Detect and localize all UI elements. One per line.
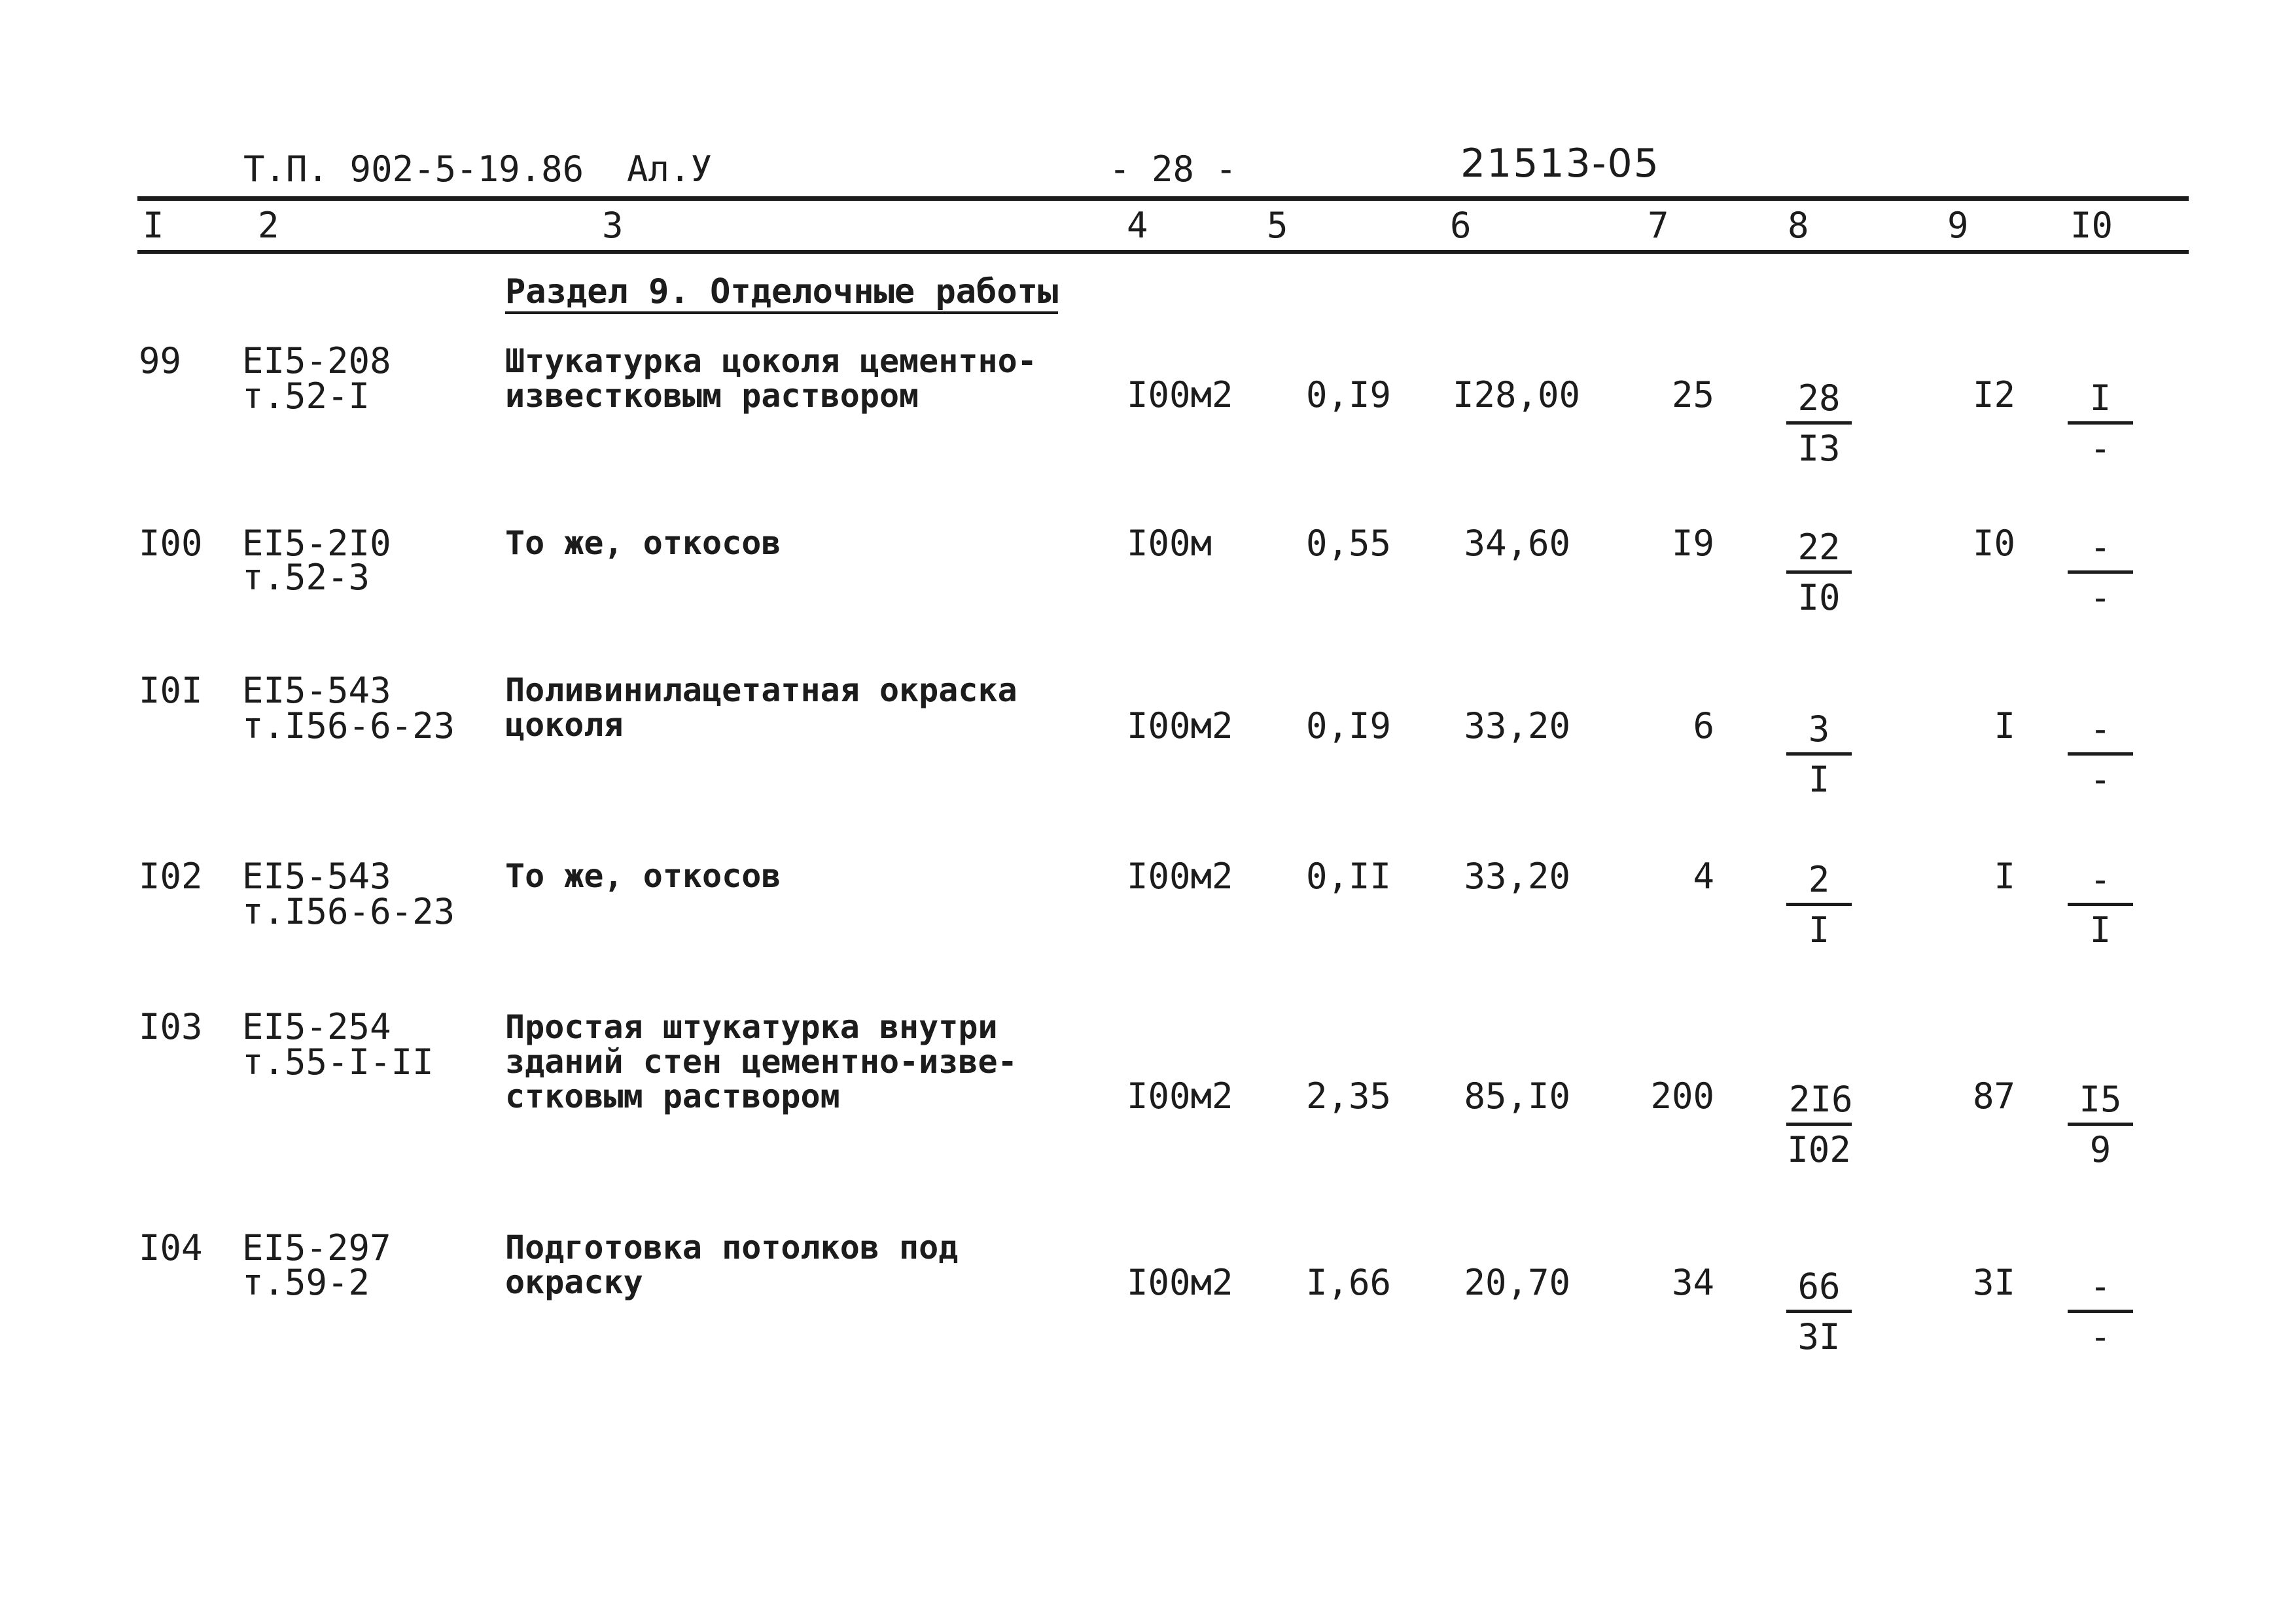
rate-code: EI5-543 (242, 670, 391, 711)
column-header-3: 3 (602, 205, 624, 246)
total-cost: 34 (1671, 1262, 1714, 1303)
fraction-numerator: - (2068, 530, 2133, 574)
doc-number: 21513-05 (1460, 141, 1660, 186)
doc-code: Т.П. 902-5-19.86 (243, 148, 584, 190)
fraction-denominator: - (2089, 759, 2111, 800)
work-description-line: окраску (505, 1263, 643, 1301)
column-10-fraction (2068, 1266, 2133, 1357)
quantity: I,66 (1306, 1262, 1392, 1303)
fraction-numerator: - (2068, 862, 2133, 906)
unit: I00м2 (1127, 705, 1233, 746)
fraction-numerator: I (2068, 381, 2133, 425)
work-description-line: Поливинилацетатная окраска (505, 671, 1017, 709)
unit-price: 33,20 (1464, 705, 1570, 746)
fraction-numerator: I5 (2068, 1082, 2133, 1126)
table-header-rule (137, 250, 2189, 254)
table-ref: т.52-I (242, 375, 370, 417)
row-number: I04 (139, 1227, 203, 1268)
work-description-line: Простая штукатурка внутри (505, 1008, 998, 1046)
rate-code: EI5-297 (242, 1227, 391, 1268)
fraction-numerator: 28 (1786, 381, 1852, 425)
fraction-denominator: I3 (1797, 428, 1841, 469)
row-number: I02 (139, 856, 203, 897)
column-10-fraction (2068, 708, 2133, 800)
column-10-fraction (2068, 377, 2133, 469)
column-8-fraction (1786, 1266, 1852, 1357)
rate-code: EI5-254 (242, 1006, 391, 1047)
unit-price: 20,70 (1464, 1262, 1570, 1303)
column-8-fraction (1786, 527, 1852, 618)
album-label: Ал.У (627, 148, 713, 190)
fraction-numerator: 2 (1786, 862, 1852, 906)
row-number: I03 (139, 1006, 203, 1047)
rate-code: EI5-2I0 (242, 523, 391, 564)
fraction-numerator: 3 (1786, 712, 1852, 756)
total-cost: I9 (1671, 523, 1714, 564)
fraction-denominator: - (2089, 1316, 2111, 1357)
table-ref: т.59-2 (242, 1262, 370, 1303)
fraction-denominator: - (2089, 577, 2111, 618)
unit-price: I28,00 (1453, 374, 1581, 415)
column-header-10: I0 (2070, 205, 2113, 246)
fraction-denominator: - (2089, 428, 2111, 469)
column-9-value: I (1994, 856, 2015, 897)
unit: I00м2 (1127, 1262, 1233, 1303)
table-ref: т.I56-6-23 (242, 891, 455, 932)
fraction-denominator: I0 (1797, 577, 1841, 618)
fraction-numerator: 2I6 (1786, 1082, 1852, 1126)
column-header-7: 7 (1648, 205, 1669, 246)
fraction-numerator: - (2068, 1269, 2133, 1313)
page-number: - 28 - (1109, 148, 1237, 190)
fraction-numerator: - (2068, 712, 2133, 756)
fraction-denominator: I (1808, 759, 1830, 800)
column-9-value: I (1994, 705, 2015, 746)
column-header-2: 2 (258, 205, 279, 246)
column-10-fraction (2068, 1079, 2133, 1170)
row-number: 99 (139, 340, 182, 381)
total-cost: 200 (1650, 1075, 1714, 1117)
column-9-value: 87 (1972, 1075, 2015, 1117)
work-description-line: известковым раствором (505, 377, 919, 415)
column-9-value: 3I (1972, 1262, 2015, 1303)
work-description-line: Штукатурка цоколя цементно- (505, 342, 1037, 380)
work-description-line: То же, откосов (505, 524, 781, 562)
column-header-4: 4 (1127, 205, 1148, 246)
column-8-fraction (1786, 1079, 1853, 1170)
column-header-1: I (143, 205, 164, 246)
fraction-denominator: 9 (2089, 1129, 2111, 1170)
quantity: 0,I9 (1306, 705, 1392, 746)
column-header-8: 8 (1788, 205, 1809, 246)
unit: I00м2 (1127, 856, 1233, 897)
section-title: Раздел 9. Отделочные работы (505, 275, 1058, 314)
unit: I00м2 (1127, 1075, 1233, 1117)
fraction-denominator: I (1808, 909, 1830, 951)
column-header-6: 6 (1450, 205, 1472, 246)
unit: I00м2 (1127, 374, 1233, 415)
work-description-line: зданий стен цементно-изве- (505, 1043, 1017, 1081)
column-header-5: 5 (1267, 205, 1288, 246)
quantity: 2,35 (1306, 1075, 1392, 1117)
column-8-fraction (1786, 377, 1852, 469)
column-10-fraction (2068, 859, 2133, 951)
fraction-denominator: I (2089, 909, 2111, 951)
work-description-line: стковым раствором (505, 1077, 840, 1115)
total-cost: 6 (1693, 705, 1714, 746)
column-9-value: I0 (1972, 523, 2015, 564)
rate-code: EI5-543 (242, 856, 391, 897)
fraction-denominator: I02 (1787, 1129, 1851, 1170)
fraction-numerator: 22 (1786, 530, 1852, 574)
total-cost: 4 (1693, 856, 1714, 897)
unit-price: 33,20 (1464, 856, 1570, 897)
rate-code: EI5-208 (242, 340, 391, 381)
unit-price: 85,I0 (1464, 1075, 1570, 1117)
fraction-numerator: 66 (1786, 1269, 1852, 1313)
unit-price: 34,60 (1464, 523, 1570, 564)
quantity: 0,II (1306, 856, 1392, 897)
table-ref: т.I56-6-23 (242, 705, 455, 746)
table-ref: т.55-I-II (242, 1041, 434, 1083)
table-ref: т.52-3 (242, 557, 370, 598)
column-8-fraction (1786, 859, 1852, 951)
row-number: I00 (139, 523, 203, 564)
work-description-line: То же, откосов (505, 857, 781, 895)
column-9-value: I2 (1972, 374, 2015, 415)
quantity: 0,55 (1306, 523, 1392, 564)
fraction-denominator: 3I (1797, 1316, 1841, 1357)
column-8-fraction (1786, 708, 1852, 800)
total-cost: 25 (1671, 374, 1714, 415)
column-header-9: 9 (1947, 205, 1969, 246)
table-top-rule (137, 196, 2189, 201)
row-number: I0I (139, 670, 203, 711)
unit: I00м (1127, 523, 1212, 564)
work-description-line: Подготовка потолков под (505, 1229, 959, 1266)
work-description-line: цоколя (505, 706, 624, 744)
quantity: 0,I9 (1306, 374, 1392, 415)
column-10-fraction (2068, 527, 2133, 618)
